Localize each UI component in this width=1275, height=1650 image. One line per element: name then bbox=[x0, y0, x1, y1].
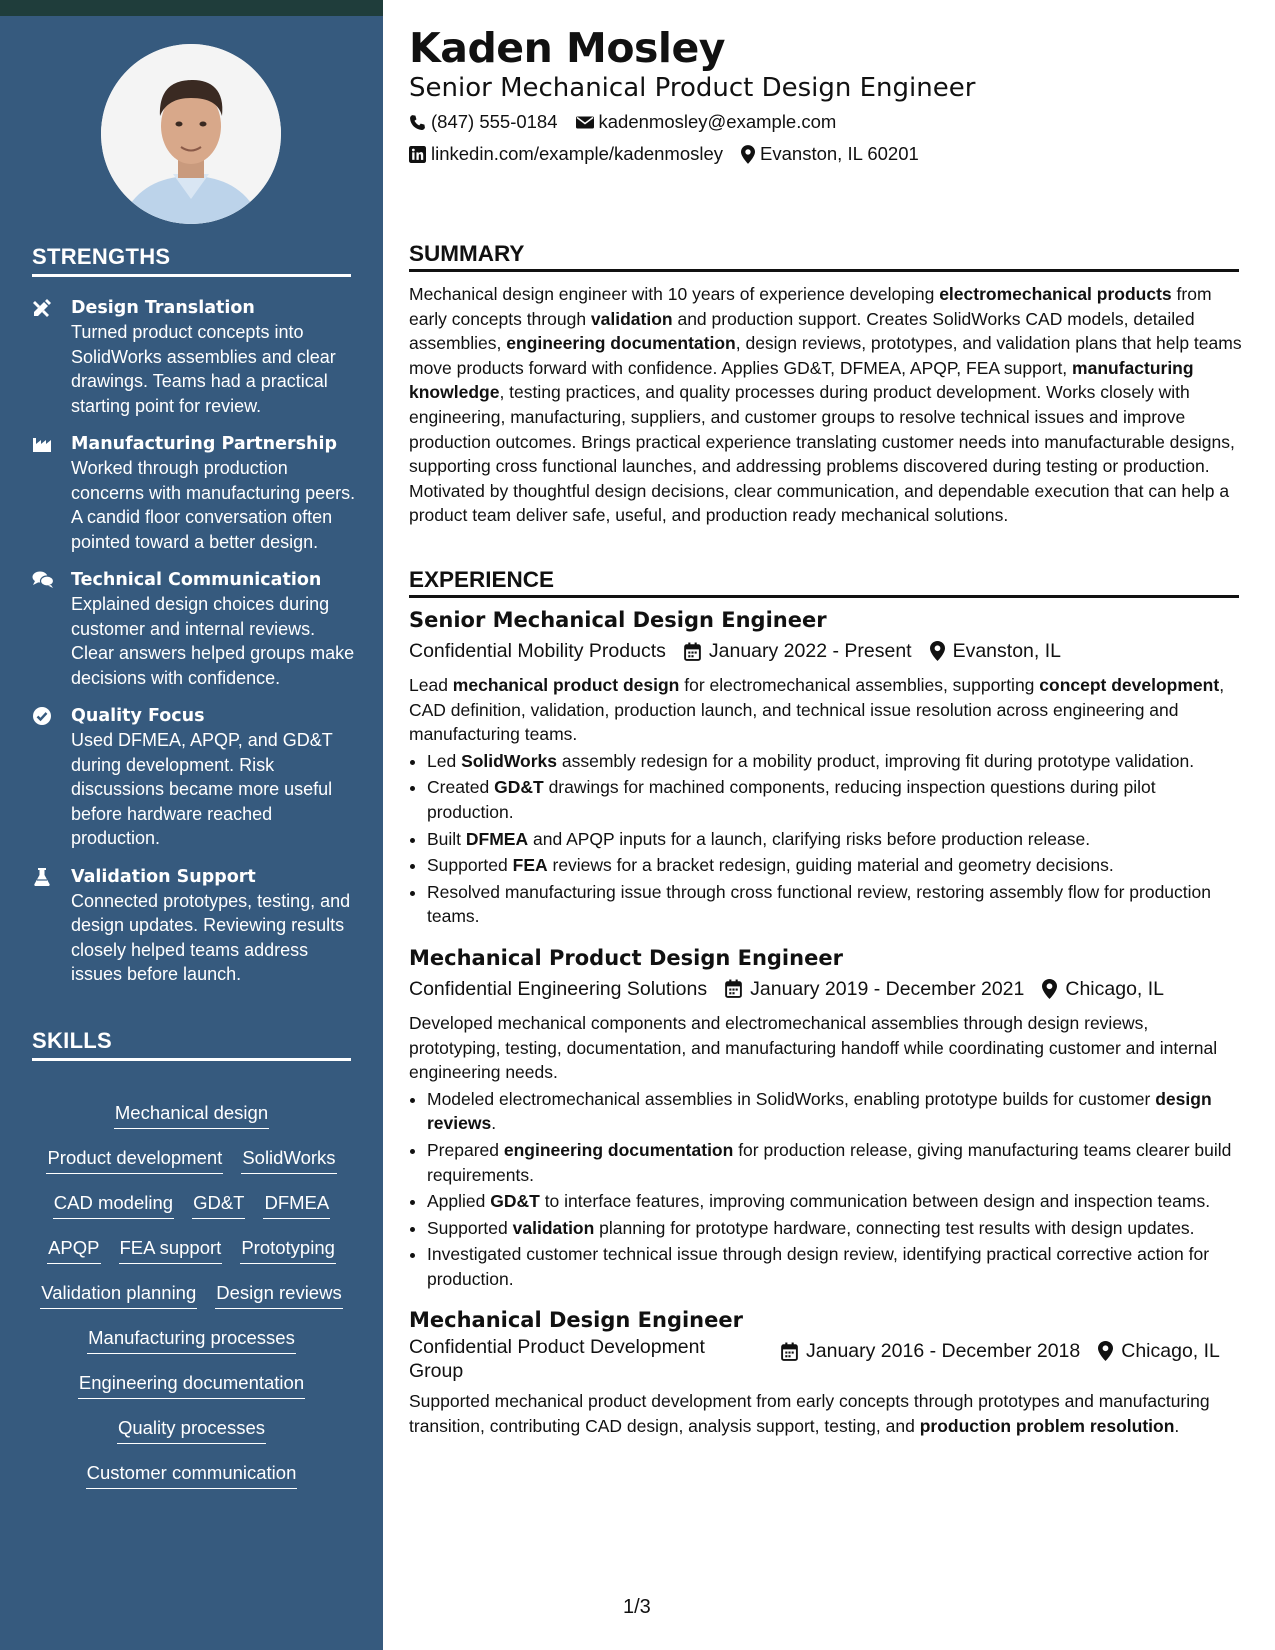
bold-phrase: validation bbox=[512, 1217, 595, 1238]
bold-phrase: FEA bbox=[512, 855, 548, 876]
envelope-icon bbox=[576, 115, 594, 130]
strength-title: Design Translation bbox=[71, 298, 255, 318]
job-bullet: • Applied GD&T to interface features, improving communication between design and inspection teams. bbox=[427, 1189, 1244, 1214]
strength-title: Manufacturing Partnership bbox=[71, 434, 337, 454]
job-bullets bbox=[409, 1087, 1244, 1292]
job-bullet: • Built DFMEA and APQP inputs for a launch, clarifying risks before production release. bbox=[427, 827, 1244, 852]
bold-phrase: concept development bbox=[1039, 675, 1220, 695]
job-dates bbox=[684, 635, 912, 667]
skill-row bbox=[32, 1461, 351, 1506]
skill-tag: Product development bbox=[46, 1146, 223, 1174]
job-meta bbox=[409, 635, 1244, 667]
linkedin-icon bbox=[409, 146, 426, 163]
strength-title: Technical Communication bbox=[71, 570, 322, 590]
skill-tag: SolidWorks bbox=[241, 1146, 336, 1174]
location-contact bbox=[741, 138, 919, 170]
experience-heading: EXPERIENCE bbox=[409, 567, 1239, 598]
phone-icon bbox=[409, 114, 426, 131]
email-contact[interactable] bbox=[576, 106, 837, 138]
sidebar-top-band bbox=[0, 0, 383, 16]
bold-phrase: engineering documentation bbox=[503, 1139, 734, 1160]
map-marker-icon bbox=[1098, 1341, 1113, 1361]
map-marker-icon bbox=[930, 641, 945, 661]
skill-tag: Prototyping bbox=[240, 1236, 336, 1264]
resume-header bbox=[409, 22, 1239, 170]
job-bullets bbox=[409, 749, 1244, 929]
job-bullet: • Resolved manufacturing issue through cross functional review, restoring assembly flow for production teams. bbox=[427, 880, 1244, 929]
job-company: Confidential Mobility Products bbox=[409, 640, 666, 662]
profile-photo bbox=[101, 44, 281, 224]
candidate-name: Kaden Mosley bbox=[409, 24, 726, 72]
location-text: Evanston, IL 60201 bbox=[760, 143, 919, 164]
job-title: Senior Mechanical Design Engineer bbox=[409, 608, 827, 632]
page-number: 1/3 bbox=[623, 1596, 651, 1618]
skill-tag: CAD modeling bbox=[53, 1191, 174, 1219]
job-dates bbox=[781, 1335, 1080, 1367]
job-company: Confidential Product Development Group bbox=[409, 1336, 705, 1383]
skill-tag: Validation planning bbox=[40, 1281, 197, 1309]
bold-phrase: electromechanical products bbox=[939, 284, 1172, 304]
skills-heading: SKILLS bbox=[32, 1028, 351, 1061]
skill-tag: Manufacturing processes bbox=[87, 1326, 296, 1354]
strength-description: Connected prototypes, testing, and design updates. Reviewing results closely helped teams address issues before launch. bbox=[71, 890, 351, 984]
skill-tag: Engineering documentation bbox=[78, 1371, 305, 1399]
comments-icon bbox=[32, 570, 52, 590]
skill-row bbox=[32, 1416, 351, 1461]
bold-phrase: engineering documentation bbox=[506, 333, 736, 354]
job-bullet: • Created GD&T drawings for machined components, reducing inspection questions during pilot production. bbox=[427, 775, 1244, 824]
map-marker-icon bbox=[1042, 979, 1057, 999]
job-entry bbox=[409, 943, 1244, 1292]
strength-title: Quality Focus bbox=[71, 706, 205, 726]
flask-icon bbox=[32, 867, 52, 887]
strengths-heading: STRENGTHS bbox=[32, 244, 351, 277]
linkedin-text: linkedin.com/example/kadenmosley bbox=[431, 143, 724, 164]
job-dates bbox=[725, 973, 1024, 1005]
strengths-list bbox=[32, 296, 357, 1001]
skill-row bbox=[32, 1146, 351, 1191]
sidebar bbox=[0, 16, 383, 1650]
job-description: Lead mechanical product design for electromechanical assemblies, supporting concept development, CAD definition, validation, production launch, and technical issue resolution across engineering and manufacturing teams. bbox=[409, 675, 1225, 745]
skill-row bbox=[32, 1191, 351, 1236]
skill-tag: FEA support bbox=[119, 1236, 223, 1264]
job-title: Mechanical Product Design Engineer bbox=[409, 945, 843, 970]
email-text: kadenmosley@example.com bbox=[598, 111, 837, 132]
bold-phrase: GD&T bbox=[490, 1191, 540, 1212]
job-location bbox=[1098, 1335, 1220, 1367]
skill-tag: APQP bbox=[47, 1236, 100, 1264]
job-bullet: • Supported FEA reviews for a bracket redesign, guiding material and geometry decisions. bbox=[427, 853, 1244, 878]
skill-row bbox=[32, 1101, 351, 1146]
bold-phrase: production problem resolution bbox=[919, 1416, 1175, 1437]
check-circle-icon bbox=[32, 706, 52, 726]
experience-list bbox=[409, 605, 1244, 1453]
bold-phrase: DFMEA bbox=[465, 828, 529, 849]
industry-icon bbox=[32, 434, 52, 454]
strength-title: Validation Support bbox=[71, 866, 256, 887]
job-dates-text: January 2016 - December 2018 bbox=[806, 1340, 1081, 1363]
job-bullet: • Led SolidWorks assembly redesign for a mobility product, improving fit during prototype validation. bbox=[427, 749, 1244, 774]
skill-tag: Mechanical design bbox=[114, 1101, 269, 1129]
bold-phrase: manufacturing knowledge bbox=[409, 357, 1194, 403]
skill-row bbox=[32, 1236, 351, 1281]
job-bullet: • Investigated customer technical issue through design review, identifying practical corrective action for production. bbox=[427, 1242, 1244, 1291]
skill-tag: Design reviews bbox=[215, 1281, 342, 1309]
job-bullet: • Modeled electromechanical assemblies in SolidWorks, enabling prototype builds for customer design reviews. bbox=[427, 1087, 1244, 1136]
bold-phrase: SolidWorks bbox=[461, 750, 558, 771]
phone-contact[interactable] bbox=[409, 106, 558, 138]
strength-item bbox=[32, 296, 357, 418]
job-entry bbox=[409, 605, 1244, 929]
strength-item bbox=[32, 704, 357, 851]
calendar-icon bbox=[725, 979, 742, 998]
skill-tag: GD&T bbox=[192, 1191, 245, 1219]
job-title: Mechanical Design Engineer bbox=[409, 1308, 743, 1333]
strength-description: Explained design choices during customer and internal reviews. Clear answers helped groups make decisions with confidence. bbox=[71, 594, 355, 688]
summary-text: Mechanical design engineer with 10 years of experience developing electromechanical products from early concepts through validation and production support. Creates SolidWorks CAD models, detailed assemblies, engineering documentation, design reviews, prototypes, and validation plans that help teams move products forward with confidence. Applies GD&T, DFMEA, APQP, FEA support, manufacturing knowledge, testing practices, and quality processes during product development. Works closely with engineering, manufacturing, suppliers, and customer groups to resolve technical issues and improve production outcomes. Brings practical experience translating customer needs into manufacturable designs, supporting cross functional launches, and addressing problems discovered during testing or production. Motivated by thoughtful design decisions, clear communication, and dependable execution that can help a product team deliver safe, useful, and production ready mechanical solutions. bbox=[409, 284, 1242, 526]
skill-tag: DFMEA bbox=[263, 1191, 330, 1219]
summary-heading: SUMMARY bbox=[409, 241, 1239, 272]
job-location-text: Chicago, IL bbox=[1121, 1340, 1220, 1363]
job-company: Confidential Engineering Solutions bbox=[409, 977, 708, 1000]
strength-item bbox=[32, 432, 357, 554]
job-meta bbox=[409, 973, 1244, 1005]
skill-row bbox=[32, 1371, 351, 1416]
bold-phrase: design reviews bbox=[427, 1088, 1212, 1134]
job-description: Supported mechanical product development from early concepts through prototypes and manufacturing transition, contributing CAD design, analysis support, testing, and production problem resolution. bbox=[409, 1391, 1210, 1437]
calendar-icon bbox=[684, 642, 701, 661]
job-dates-text: January 2019 - December 2021 bbox=[750, 977, 1025, 1000]
job-dates-text: January 2022 - Present bbox=[708, 640, 912, 662]
skill-tag: Customer communication bbox=[86, 1461, 298, 1489]
skill-row bbox=[32, 1326, 351, 1371]
skill-row bbox=[32, 1281, 351, 1326]
candidate-title: Senior Mechanical Product Design Engineer bbox=[409, 73, 976, 103]
map-marker-icon bbox=[741, 145, 755, 164]
job-location-text: Evanston, IL bbox=[952, 640, 1061, 662]
skills-list bbox=[32, 1101, 351, 1506]
job-location-text: Chicago, IL bbox=[1065, 977, 1165, 1000]
linkedin-contact[interactable] bbox=[409, 138, 723, 170]
strength-item bbox=[32, 568, 357, 690]
bold-phrase: mechanical product design bbox=[452, 675, 680, 695]
strength-description: Used DFMEA, APQP, and GD&T during development. Risk discussions became more useful before hardware reached production. bbox=[71, 730, 333, 848]
strength-description: Turned product concepts into SolidWorks assemblies and clear drawings. Teams had a practical starting point for review. bbox=[71, 322, 336, 416]
bold-phrase: validation bbox=[590, 308, 673, 329]
job-meta bbox=[409, 1335, 1244, 1383]
job-location bbox=[930, 635, 1061, 667]
phone-text: (847) 555-0184 bbox=[431, 111, 558, 132]
calendar-icon bbox=[781, 1342, 798, 1361]
job-bullet: • Supported validation planning for prototype hardware, connecting test results with design updates. bbox=[427, 1216, 1244, 1241]
strength-item bbox=[32, 865, 357, 987]
job-description: Developed mechanical components and electromechanical assemblies through design reviews, prototyping, testing, documentation, and manufacturing handoff while coordinating customer and internal engineering needs. bbox=[409, 1012, 1218, 1083]
strength-description: Worked through production concerns with manufacturing peers. A candid floor conversation often pointed toward a better design. bbox=[71, 458, 356, 552]
skill-tag: Quality processes bbox=[117, 1416, 266, 1444]
job-bullet: • Prepared engineering documentation for production release, giving manufacturing teams clearer build requirements. bbox=[427, 1138, 1244, 1187]
job-location bbox=[1042, 973, 1164, 1005]
bold-phrase: GD&T bbox=[494, 777, 544, 798]
job-entry bbox=[409, 1305, 1244, 1438]
pencil-ruler-icon bbox=[32, 298, 52, 318]
